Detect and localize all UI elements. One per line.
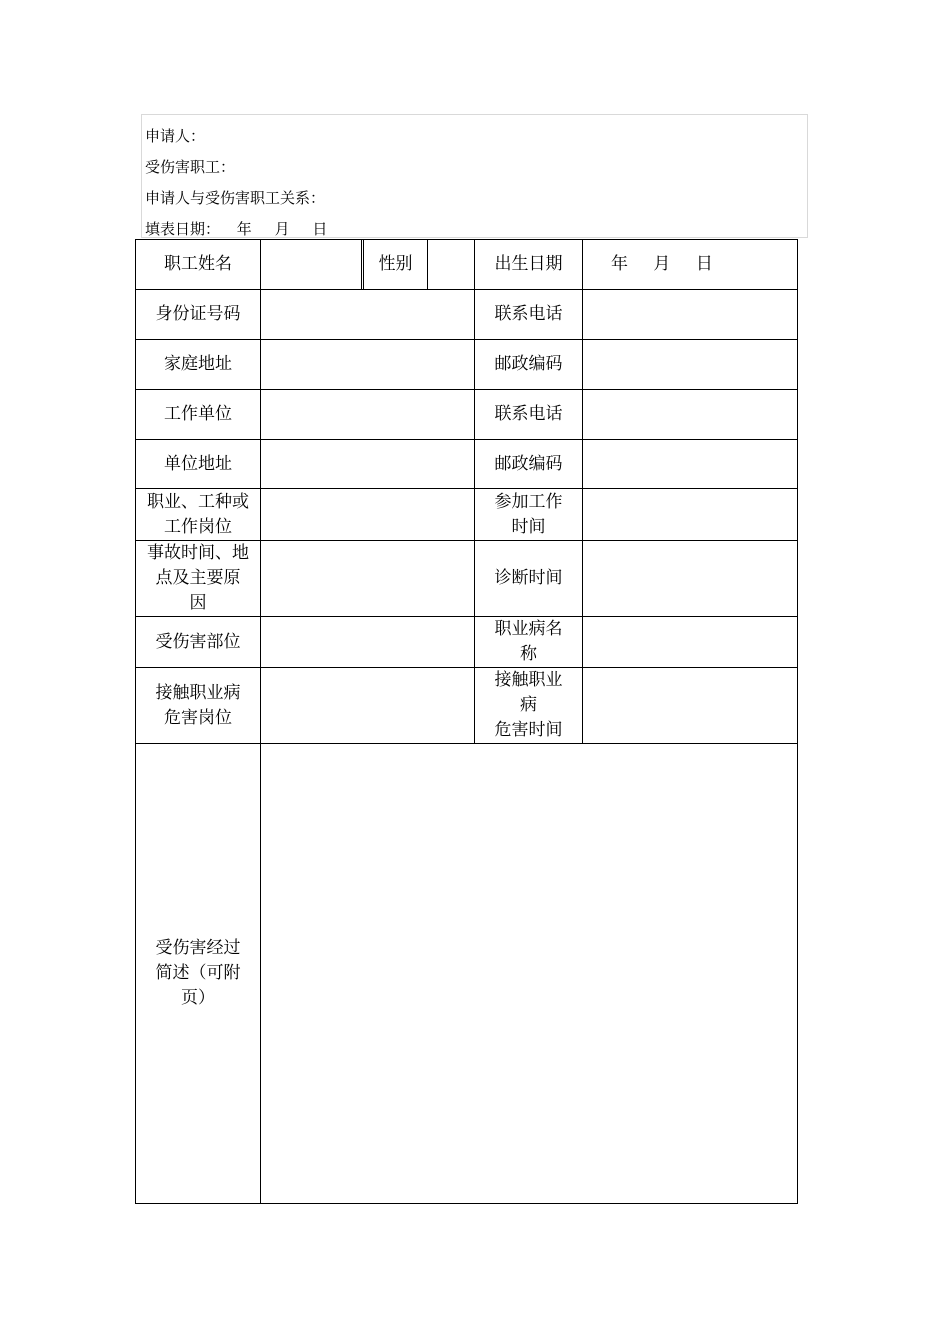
accident-details-label	[136, 541, 261, 617]
table-row	[136, 541, 798, 617]
diagnosis-time-label: 诊断时间	[475, 541, 583, 617]
employer-postal-code-label: 邮政编码	[475, 440, 583, 489]
occupation-label	[136, 489, 261, 541]
fill-date-year: 年	[236, 220, 252, 238]
table-row	[136, 489, 798, 541]
id-number-label: 身份证号码	[136, 290, 261, 340]
employer-label: 工作单位	[136, 390, 261, 440]
fill-date-label: 填表日期：	[145, 220, 221, 238]
birth-date-label: 出生日期	[475, 240, 583, 290]
table-row	[136, 617, 798, 668]
id-number-field[interactable]	[261, 290, 475, 340]
home-address-label: 家庭地址	[136, 340, 261, 390]
occupational-disease-field[interactable]	[583, 617, 798, 668]
hazard-post-label-line1: 接触职业病	[155, 682, 241, 703]
table-row	[136, 744, 798, 1204]
work-start-label-line2: 时间	[511, 516, 546, 537]
contact-phone-field[interactable]	[583, 290, 798, 340]
employer-phone-field[interactable]	[583, 390, 798, 440]
employer-postal-code-field[interactable]	[583, 440, 798, 489]
table-row	[136, 240, 798, 290]
employer-address-label: 单位地址	[136, 440, 261, 489]
gender-field[interactable]	[428, 240, 474, 289]
employee-name-label: 职工姓名	[136, 240, 261, 290]
occupational-disease-label	[475, 617, 583, 668]
injury-description-label-line2: 简述（可附	[155, 963, 241, 983]
accident-details-field[interactable]	[261, 541, 475, 617]
fill-date-month: 月	[274, 220, 290, 238]
name-gender-cell	[261, 240, 475, 290]
table-row	[136, 290, 798, 340]
work-start-field[interactable]	[583, 489, 798, 541]
injured-worker-label: 受伤害职工：	[145, 158, 236, 176]
accident-details-label-line3: 因	[189, 593, 207, 613]
relationship-label: 申请人与受伤害职工关系：	[145, 189, 326, 207]
contact-phone-label: 联系电话	[475, 290, 583, 340]
occupational-disease-label-line1: 职业病名	[494, 619, 563, 639]
occupation-field[interactable]	[261, 489, 475, 541]
accident-details-label-line2: 点及主要原	[155, 568, 241, 588]
hazard-post-field[interactable]	[261, 668, 475, 744]
hazard-exposure-time-label	[475, 668, 583, 744]
work-start-label	[475, 489, 583, 541]
accident-details-label-line1: 事故时间、地	[147, 543, 249, 563]
hazard-post-label-line2: 危害岗位	[164, 707, 232, 728]
table-row	[136, 668, 798, 744]
table-row	[136, 440, 798, 489]
postal-code-field[interactable]	[583, 340, 798, 390]
table-row	[136, 390, 798, 440]
occupation-label-line1: 职业、工种或	[147, 491, 249, 512]
birth-day: 日	[695, 254, 713, 274]
postal-code-label: 邮政编码	[475, 340, 583, 390]
birth-month: 月	[653, 254, 671, 274]
employer-address-field[interactable]	[261, 440, 475, 489]
employer-phone-label: 联系电话	[475, 390, 583, 440]
home-address-field[interactable]	[261, 340, 475, 390]
gender-label: 性别	[364, 240, 428, 289]
occupation-label-line2: 工作岗位	[164, 516, 232, 537]
injury-description-label-line1: 受伤害经过	[155, 938, 241, 958]
table-row	[136, 340, 798, 390]
hazard-exposure-time-label-line2: 病	[520, 695, 537, 715]
injury-description-label-line3: 页）	[181, 988, 215, 1008]
injured-body-part-label: 受伤害部位	[136, 617, 261, 668]
hazard-post-label	[136, 668, 261, 744]
occupational-disease-label-line2: 称	[520, 644, 537, 664]
injury-description-label	[136, 744, 261, 1204]
hazard-exposure-time-field[interactable]	[583, 668, 798, 744]
injury-description-field[interactable]	[261, 744, 798, 1204]
injured-body-part-field[interactable]	[261, 617, 475, 668]
birth-date-field[interactable]	[583, 240, 798, 290]
diagnosis-time-field[interactable]	[583, 541, 798, 617]
hazard-exposure-time-label-line3: 危害时间	[494, 720, 563, 740]
employer-field[interactable]	[261, 390, 475, 440]
work-start-label-line1: 参加工作	[494, 491, 563, 512]
fill-date-row	[145, 220, 327, 238]
injury-application-form	[135, 239, 798, 1204]
fill-date-day: 日	[312, 220, 328, 238]
birth-year: 年	[611, 254, 628, 274]
applicant-label: 申请人：	[145, 127, 206, 145]
employee-name-field[interactable]	[261, 240, 362, 289]
hazard-exposure-time-label-line1: 接触职业	[494, 670, 563, 690]
